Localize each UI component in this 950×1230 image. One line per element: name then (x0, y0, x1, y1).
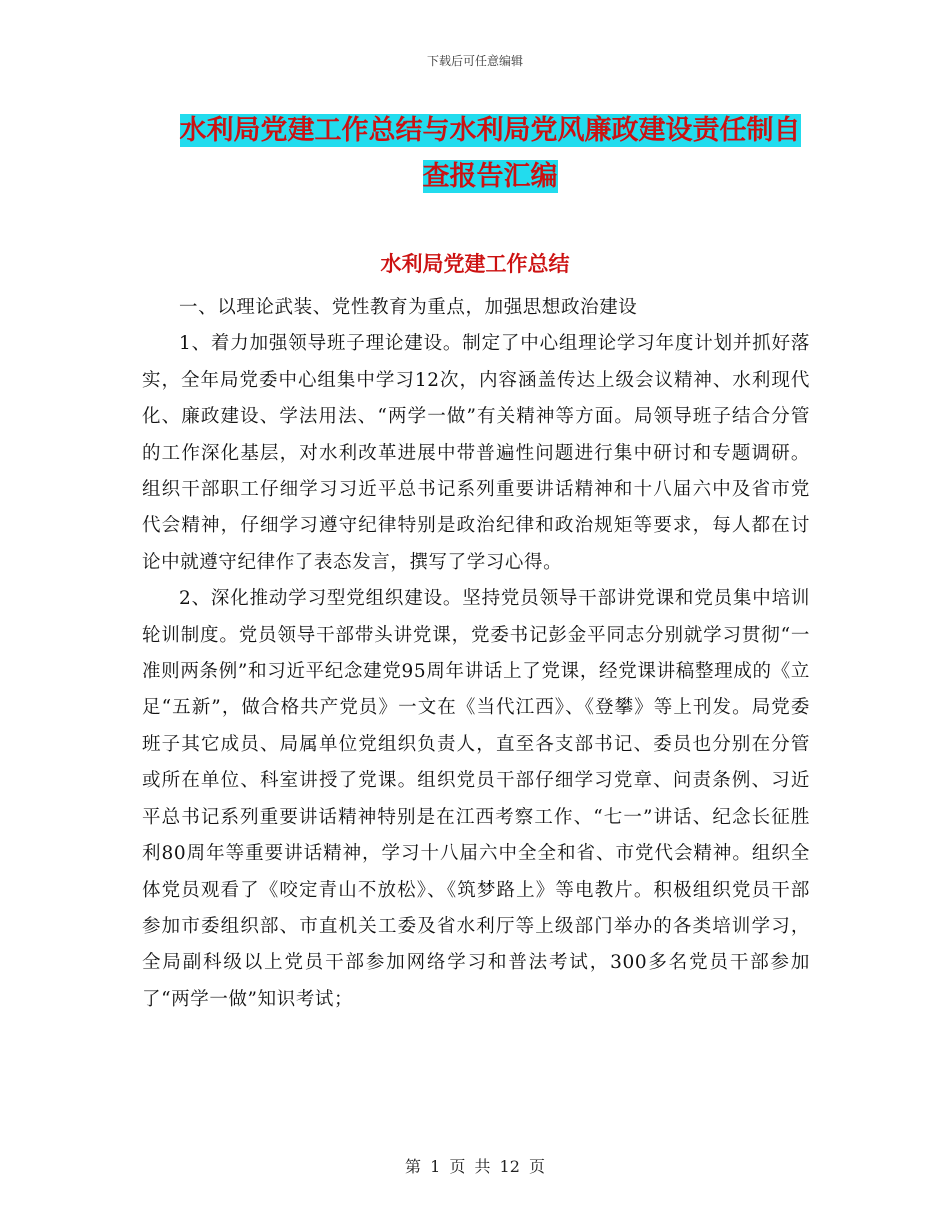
document-title (150, 108, 830, 200)
title-line-1: 水利局党建工作总结与水利局党风廉政建设责任制自 (179, 115, 801, 146)
title-line-2: 查报告汇编 (422, 161, 558, 192)
paragraph-heading: 一、以理论武装、党性教育为重点，加强思想政治建设 (179, 297, 638, 318)
paragraph: 1、着力加强领导班子理论建设。制定了中心组理论学习年度计划并抓好落实，全年局党委中心组集中学习12次，内容涵盖传达上级会议精神、水利现代化、廉政建设、学法用法、“两学一做”有关精神等方面。局领导班子结合分管的工作深化基层，对水利改革进展中带普遍性问题进行集中研讨和专题调研。组织干部职工仔细学习习近平总书记系列重要讲话精神和十八届六中及省市党代会精神，仔细学习遵守纪律特别是政治纪律和政治规矩等要求，每人都在讨论中就遵守纪律作了表态发言，撰写了学习心得。 (142, 333, 810, 573)
body-text (142, 290, 810, 1018)
paragraph: 2、深化推动学习型党组织建设。坚持党员领导干部讲党课和党员集中培训轮训制度。党员领导干部带头讲党课，党委书记彭金平同志分别就学习贯彻“一准则两条例”和习近平纪念建党95周年讲话上了党课，经党课讲稿整理成的《立足“五新”，做合格共产党员》一文在《当代江西》、《登攀》等上刊发。局党委班子其它成员、局属单位党组织负责人，直至各支部书记、委员也分别在分管或所在单位、科室讲授了党课。组织党员干部仔细学习党章、问责条例、习近平总书记系列重要讲话精神特别是在江西考察工作、“七一”讲话、纪念长征胜利80周年等重要讲话精神，学习十八届六中全全和省、市党代会精神。组织全体党员观看了《咬定青山不放松》、《筑梦路上》等电教片。积极组织党员干部参加市委组织部、市直机关工委及省水利厅等上级部门举办的各类培训学习，全局副科级以上党员干部参加网络学习和普法考试，300多名党员干部参加了“两学一做”知识考试； (142, 588, 810, 1010)
header-note: 下载后可任意编辑 (426, 54, 523, 68)
section-title: 水利局党建工作总结 (380, 252, 570, 276)
page-number: 第 1 页 共 12 页 (405, 1157, 545, 1176)
